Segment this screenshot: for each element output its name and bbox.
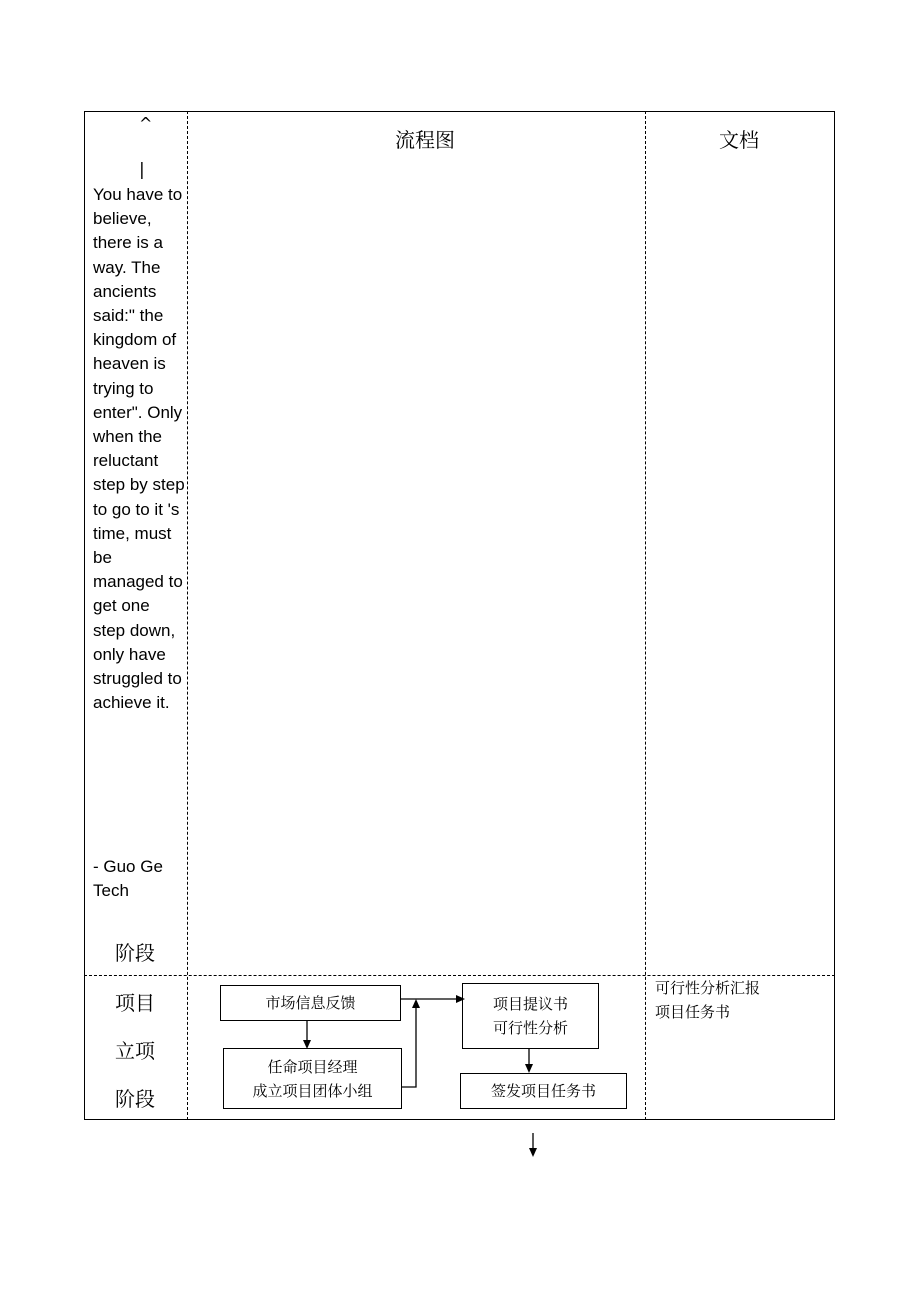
arrowhead-up bbox=[412, 999, 420, 1008]
flow-box-label-line2: 可行性分析 bbox=[492, 1019, 568, 1037]
flow-box-label-line2: 成立项目团体小组 bbox=[252, 1081, 373, 1100]
flow-box-label: 市场信息反馈 bbox=[265, 994, 356, 1012]
stage-label-line2: 立项 bbox=[115, 1039, 155, 1063]
arrowhead-down bbox=[303, 1040, 311, 1049]
stage-label-line3: 阶段 bbox=[115, 1087, 155, 1111]
arrowhead-right bbox=[456, 995, 465, 1003]
arrow-appoint-to-proposal bbox=[402, 1006, 416, 1087]
flow-box-label-line1: 项目提议书 bbox=[492, 995, 568, 1013]
arrowhead-down bbox=[529, 1148, 537, 1157]
quote-text: You have to believe, there is a way. The ancients said:" the kingdom of heaven is trying to enter". Only when the reluctant step by step to go to it 's time, must be managed to get one step down, only have struggled to achieve it. bbox=[93, 185, 185, 713]
document-item-feasibility-report: 可行性分析汇报 bbox=[655, 979, 761, 997]
documents-header: 文档 bbox=[719, 128, 759, 152]
quote-attribution: - Guo Ge Tech bbox=[93, 857, 163, 901]
stage-header: 阶段 bbox=[115, 941, 155, 965]
bar-mark: | bbox=[139, 160, 145, 180]
caret-mark: ^ bbox=[139, 114, 153, 133]
stage-label-line1: 项目 bbox=[115, 991, 155, 1015]
flowchart-header: 流程图 bbox=[395, 128, 455, 152]
flow-box-label: 签发项目任务书 bbox=[490, 1082, 596, 1100]
arrowhead-down bbox=[525, 1064, 533, 1073]
flow-box-label-line1: 任命项目经理 bbox=[267, 1057, 358, 1076]
document-item-task-book: 项目任务书 bbox=[655, 1003, 731, 1021]
